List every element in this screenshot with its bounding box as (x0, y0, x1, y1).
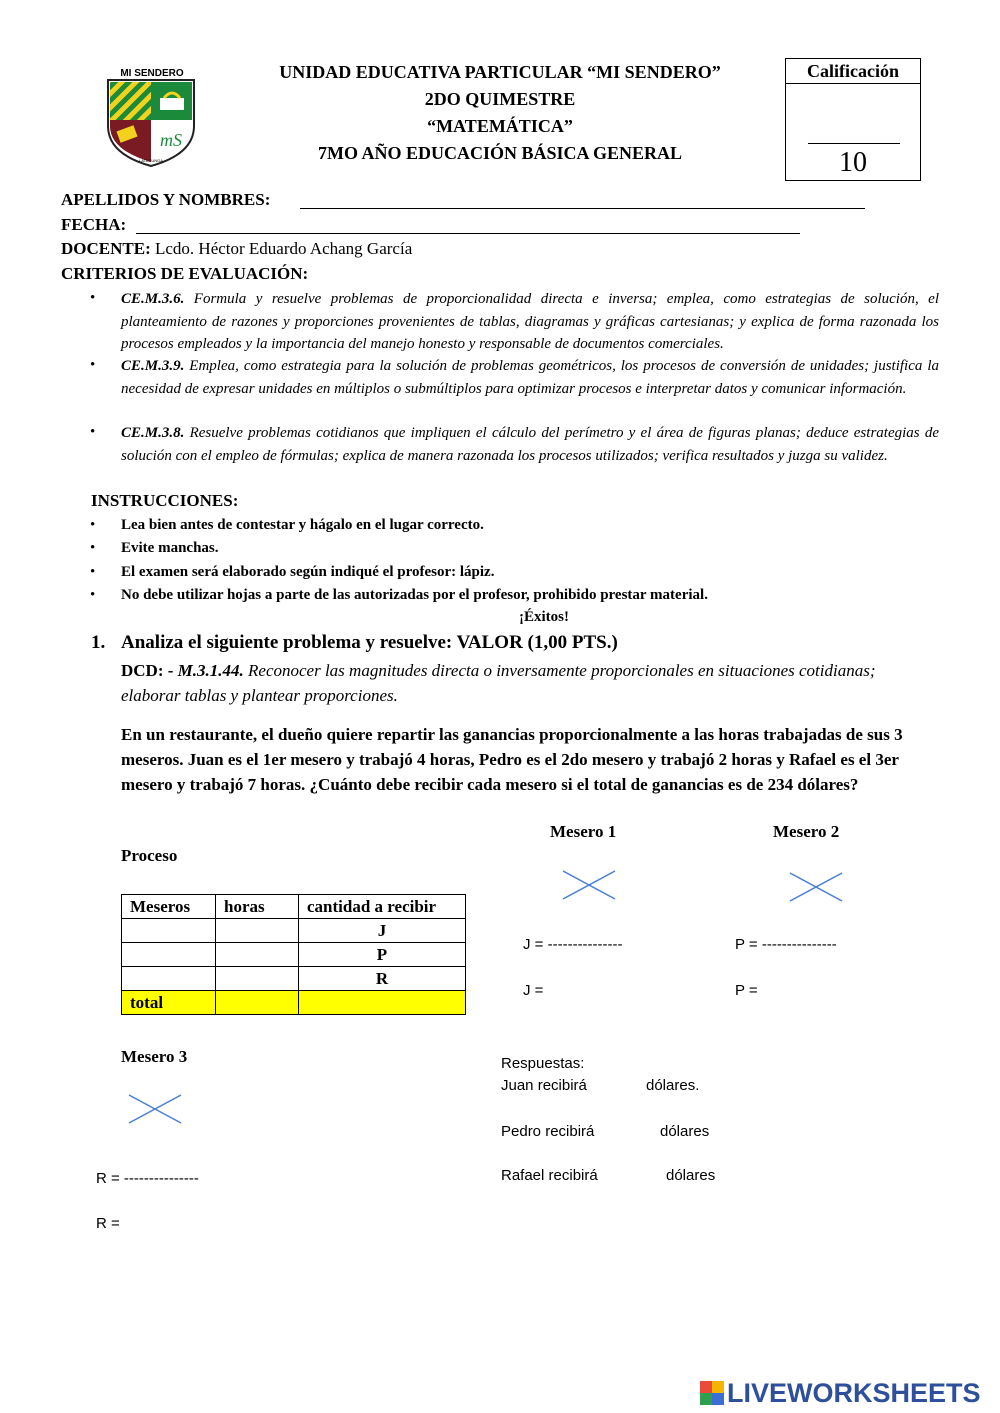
table-cell-input[interactable] (216, 919, 299, 943)
bullet-icon: • (90, 290, 96, 306)
bullet-icon: • (90, 357, 96, 373)
table-row (122, 943, 466, 967)
j-fraction[interactable]: J = --------------- (523, 936, 623, 953)
answers-title: Respuestas: (501, 1055, 585, 1072)
table-row (122, 919, 466, 943)
criterion-code: CE.M.3.6. (121, 291, 185, 307)
bullet-icon: • (90, 424, 96, 440)
closing-text: ¡Éxitos! (519, 609, 569, 625)
question-number: 1. (91, 632, 106, 653)
instruction-item: Evite manchas. (121, 540, 219, 556)
criterion-item (121, 355, 939, 400)
table-header: cantidad a recibir (299, 895, 466, 919)
liveworksheets-watermark (700, 1378, 981, 1408)
mesero2-title: Mesero 2 (773, 822, 840, 841)
teacher-label: DOCENTE: (61, 239, 151, 258)
criterion-text: Resuelve problemas cotidianos que impliquen el cálculo del perímetro y el área de figuras planas; deduce estrategias de solución con el empleo de fórmulas; explica de manera razonada los procesos utilizados; verifica resultados y juzga su validez. (121, 425, 939, 464)
criteria-title: CRITERIOS DE EVALUACIÓN: (61, 264, 309, 283)
criterion-text: Formula y resuelve problemas de proporcionalidad directa e inversa; emplea, como estrategias de solución, el planteamiento de razones y proporciones provenientes de tablas, diagramas y gráficas cartesianas; y explica de forma razonada los procesos empleados y la importancia del manejo honesto y responsable de documentos comerciales. (121, 291, 939, 352)
p-result[interactable]: P = (735, 982, 758, 999)
table-cell[interactable]: J (299, 919, 466, 943)
instruction-item: No debe utilizar hojas a parte de las autorizadas por el profesor, prohibido prestar material. (121, 587, 708, 603)
grade-level: 7MO AÑO EDUCACIÓN BÁSICA GENERAL (317, 143, 683, 163)
rafael-answer-label: Rafael recibirá (501, 1167, 598, 1184)
liveworksheets-logo-icon (700, 1381, 724, 1405)
table-header-row (122, 895, 466, 919)
subject: “MATEMÁTICA” (427, 116, 573, 136)
p-fraction[interactable]: P = --------------- (735, 936, 837, 953)
total-amount-input[interactable] (299, 991, 466, 1015)
table-cell-input[interactable] (122, 967, 216, 991)
school-shield-icon (104, 68, 198, 168)
table-row (122, 967, 466, 991)
r-result[interactable]: R = (96, 1215, 120, 1232)
process-table (121, 894, 466, 1015)
cross-multiply-icon (788, 871, 844, 903)
date-label: FECHA: (61, 215, 127, 234)
bullet-icon: • (90, 540, 96, 556)
table-cell-input[interactable] (122, 943, 216, 967)
juan-answer-label: Juan recibirá (501, 1077, 587, 1094)
grade-title: Calificación (786, 59, 920, 84)
table-cell-input[interactable] (122, 919, 216, 943)
dcd-code: M.3.1.44. (177, 661, 244, 680)
table-header: Meseros (122, 895, 216, 919)
teacher-name: Lcdo. Héctor Eduardo Achang García (154, 239, 413, 258)
dcd-text (121, 658, 939, 708)
logo-text: MI SENDERO (120, 68, 184, 79)
criterion-code: CE.M.3.8. (121, 425, 185, 441)
instruction-item: Lea bien antes de contestar y hágalo en el lugar correcto. (121, 517, 484, 533)
pedro-answer-label: Pedro recibirá (501, 1123, 595, 1140)
term: 2DO QUIMESTRE (424, 89, 576, 109)
school-name: UNIDAD EDUCATIVA PARTICULAR “MI SENDERO” (279, 62, 721, 82)
svg-text:mS: mS (160, 130, 182, 150)
table-cell-input[interactable] (216, 967, 299, 991)
mesero3-title: Mesero 3 (121, 1047, 188, 1066)
juan-answer-unit: dólares. (646, 1077, 700, 1094)
table-total-row (122, 991, 466, 1015)
question-title: Analiza el siguiente problema y resuelve: VALOR (1,00 PTS.) (121, 632, 618, 653)
teacher-row (61, 239, 412, 259)
table-header: horas (216, 895, 299, 919)
total-label: total (122, 991, 216, 1015)
instruction-item: El examen será elaborado según indiqué el profesor: lápiz. (121, 564, 495, 580)
problem-statement: En un restaurante, el dueño quiere repartir las ganancias proporcionalmente a las horas trabajadas de sus 3 meseros. Juan es el 1er mesero y trabajó 4 horas, Pedro es el 2do mesero y trabajó 2 horas y Rafael es el 3er mesero y trabajó 7 horas. ¿Cuánto debe recibir cada mesero si el total de ganancias es de 234 dólares? (121, 725, 903, 794)
watermark-text: LIVEWORKSHEETS (727, 1377, 981, 1408)
date-input-line[interactable] (136, 233, 800, 234)
school-logo (104, 68, 198, 168)
table-cell[interactable]: P (299, 943, 466, 967)
grade-score-line[interactable] (808, 143, 900, 144)
table-cell-input[interactable] (216, 943, 299, 967)
criterion-item (121, 288, 939, 356)
instructions-title: INSTRUCCIONES: (91, 491, 239, 510)
j-result[interactable]: J = (523, 982, 544, 999)
mesero1-title: Mesero 1 (550, 822, 617, 841)
dcd-description: Reconocer las magnitudes directa o inversamente proporcionales en situaciones cotidianas; elaborar tablas y plantear proporciones. (121, 661, 876, 705)
criterion-item (121, 422, 939, 467)
logo-bottom-text: LATACUNGA (139, 158, 163, 163)
total-hours-input[interactable] (216, 991, 299, 1015)
r-fraction[interactable]: R = --------------- (96, 1170, 199, 1187)
rafael-answer-unit: dólares (666, 1167, 716, 1184)
grade-max-value: 10 (839, 147, 867, 178)
bullet-icon: • (90, 564, 96, 580)
bullet-icon: • (90, 517, 96, 533)
bullet-icon: • (90, 587, 96, 603)
pedro-answer-unit: dólares (660, 1123, 710, 1140)
table-cell[interactable]: R (299, 967, 466, 991)
criterion-code: CE.M.3.9. (121, 358, 185, 374)
cross-multiply-icon (561, 869, 617, 901)
grade-box (785, 58, 921, 181)
cross-multiply-icon (127, 1093, 183, 1125)
names-label: APELLIDOS Y NOMBRES: (61, 190, 271, 209)
process-label: Proceso (121, 846, 178, 865)
names-input-line[interactable] (300, 208, 865, 209)
criterion-text: Emplea, como estrategia para la solución de problemas geométricos, los procesos de conversión de unidades; justifica la necesidad de expresar unidades en múltiplos o submúltiplos para optimizar procesos e interpretar datos y comunicar información. (121, 358, 939, 397)
dcd-label: DCD: - (121, 661, 178, 680)
